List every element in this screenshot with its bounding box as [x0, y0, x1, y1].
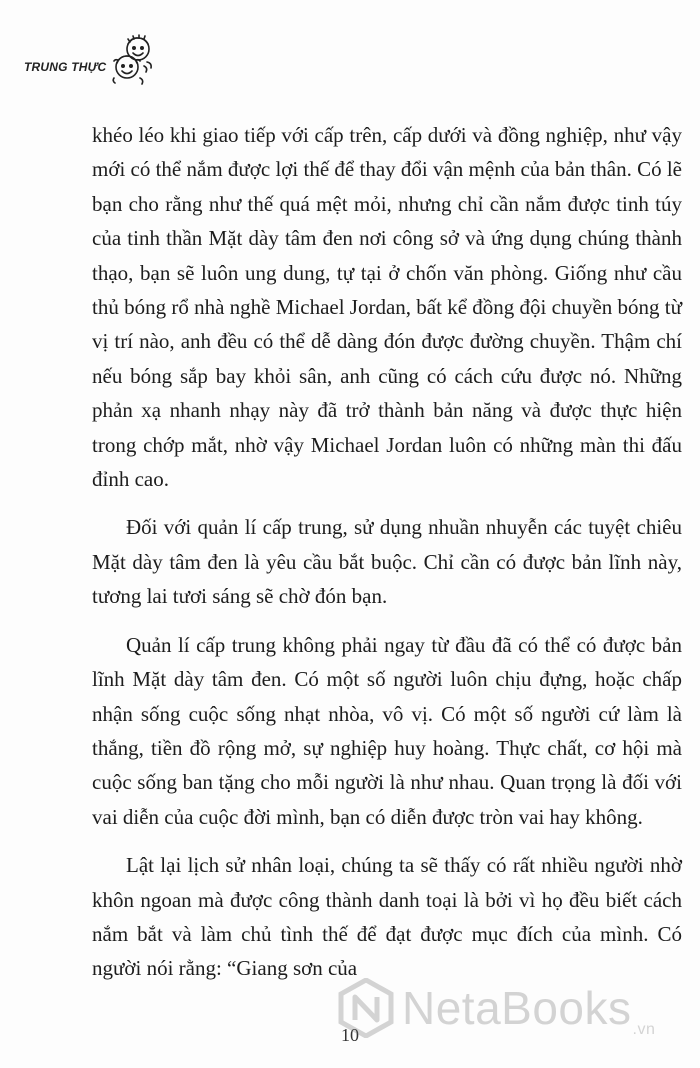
two-smiling-faces-icon — [110, 34, 156, 86]
body-text — [92, 118, 682, 1000]
running-header-title: TRUNG THỰC — [24, 60, 107, 74]
paragraph-3: Quản lí cấp trung không phải ngay từ đầu đã có thể có được bản lĩnh Mặt dày tâm đen. Có một số người luôn chịu đựng, hoặc chấp nhận sống cuộc sống nhạt nhòa, vô vị. Có một số người cứ làm là thắng, tiền đồ rộng mở, sự nghiệp huy hoàng. Thực chất, cơ hội mà cuộc sống ban tặng cho mỗi người là như nhau. Quan trọng là đối với vai diễn của cuộc đời mình, bạn có diễn được tròn vai hay không. — [92, 632, 682, 829]
paragraph-4: Lật lại lịch sử nhân loại, chúng ta sẽ thấy có rất nhiều người nhờ khôn ngoan mà được công thành danh toại là bởi vì họ đều biết cách nắm bắt và làm chủ tình thế để đạt được mục đích của mình. Có người nói rằng: “Giang sơn của — [92, 853, 682, 981]
watermark-suffix: .vn — [632, 1021, 656, 1038]
page-number: 10 — [341, 1025, 359, 1045]
netabooks-logo-icon — [338, 978, 394, 1038]
watermark-brand: NetaBooks$_{.vn}$ — [402, 982, 656, 1038]
netabooks-watermark — [338, 972, 698, 1044]
paragraph-1: khéo léo khi giao tiếp với cấp trên, cấp dưới và đồng nghiệp, như vậy mới có thể nắm được lợi thế để thay đổi vận mệnh của bản thân. Có lẽ bạn cho rằng như thế quá mệt mỏi, nhưng chỉ cần nắm được tinh túy của tinh thần Mặt dày tâm đen nơi công sở và ứng dụng chúng thành thạo, bạn sẽ luôn ung dung, tự tại ở chốn văn phòng. Giống như cầu thủ bóng rổ nhà nghề Michael Jordan, bất kể đồng đội chuyền bóng từ vị trí nào, anh đều có thể dễ dàng đón được đường chuyền. Thậm chí nếu bóng sắp bay khỏi sân, anh cũng có cách cứu được nó. Những phản xạ nhanh nhạy này đã trở thành bản năng và được thực hiện trong chớp mắt, nhờ vậy Michael Jordan luôn có những màn thi đấu đỉnh cao. — [92, 123, 682, 492]
paragraph-2: Đối với quản lí cấp trung, sử dụng nhuần nhuyễn các tuyệt chiêu Mặt dày tâm đen là yêu cầu bắt buộc. Chỉ cần có được bản lĩnh này, tương lai tươi sáng sẽ chờ đón bạn. — [92, 515, 682, 609]
